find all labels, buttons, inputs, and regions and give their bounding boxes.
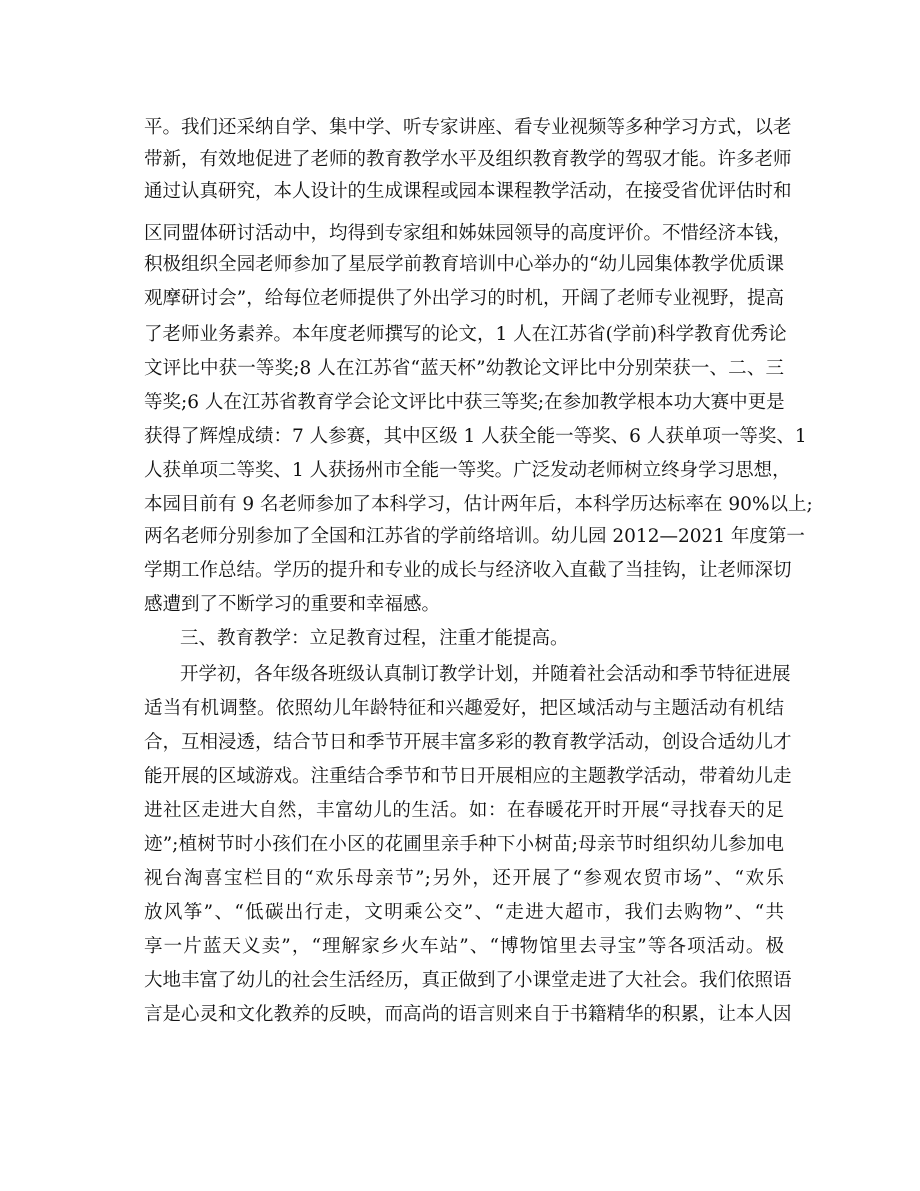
paragraph-line: 文评比中获一等奖;8 人在江苏省“蓝天杯”幼教论文评比中分别荣获一、二、三 bbox=[144, 358, 784, 379]
paragraph-line: 视台淘喜宝栏目的“欢乐母亲节”;另外，还开展了“参观农贸市场”、“欢乐 bbox=[144, 868, 784, 889]
paragraph-line: 感遭到了不断学习的重要和幸福感。 bbox=[144, 594, 441, 615]
paragraph-line: 平。我们还采纳自学、集中学、听专家讲座、看专业视频等多种学习方式，以老 bbox=[144, 117, 792, 138]
paragraph-line: 积极组织全园老师参加了星辰学前教育培训中心举办的“幼儿园集体教学优质课 bbox=[144, 254, 784, 275]
paragraph-line: 本园目前有 9 名老师参加了本科学习，估计两年后，本科学历达标率在 90%以上; bbox=[144, 494, 813, 515]
paragraph-line: 言是心灵和文化教养的反映，而高尚的语言则来自于书籍精华的积累，让本人因 bbox=[144, 1004, 792, 1025]
paragraph-line: 人获单项二等奖、1 人获扬州市全能一等奖。广泛发动老师树立终身学习思想， bbox=[144, 460, 791, 481]
paragraph-line: 学期工作总结。学历的提升和专业的成长与经济收入直截了当挂钩，让老师深切 bbox=[144, 560, 792, 581]
paragraph-line: 能开展的区域游戏。注重结合季节和节日开展相应的主题教学活动，带着幼儿走 bbox=[144, 766, 792, 787]
paragraph-line: 进社区走进大自然，丰富幼儿的生活。如：在春暖花开时开展“寻找春天的足 bbox=[144, 800, 784, 821]
paragraph-line: 适当有机调整。依照幼儿年龄特征和兴趣爱好，把区域活动与主题活动有机结 bbox=[144, 698, 784, 719]
section-heading: 三、教育教学：立足教育过程，注重才能提高。 bbox=[180, 628, 569, 649]
paragraph-line: 区同盟体研讨活动中，均得到专家组和姊妹园领导的高度评价。不惜经济本钱， bbox=[144, 223, 792, 244]
paragraph-line: 迹”;植树节时小孩们在小区的花圃里亲手种下小树苗;母亲节时组织幼儿参加电 bbox=[144, 834, 784, 855]
paragraph-line: 放风筝”、“低碳出行走，文明乘公交”、“走进大超市，我们去购物”、“共 bbox=[144, 902, 784, 923]
paragraph-line: 享一片蓝天义卖”，“理解家乡火车站”、“博物馆里去寻宝”等各项活动。极 bbox=[144, 936, 784, 957]
paragraph-line: 两名老师分别参加了全国和江苏省的学前络培训。幼儿园 2012—2021 年度第一 bbox=[144, 526, 805, 547]
paragraph-line: 带新，有效地促进了老师的教育教学水平及组织教育教学的驾驭才能。许多老师 bbox=[144, 149, 792, 170]
paragraph-line: 获得了辉煌成绩：7 人参赛，其中区级 1 人获全能一等奖、6 人获单项一等奖、1 bbox=[144, 426, 807, 447]
paragraph-line: 通过认真研究，本人设计的生成课程或园本课程教学活动，在接受省优评估时和 bbox=[144, 181, 792, 202]
paragraph-line: 大地丰富了幼儿的社会生活经历，真正做到了小课堂走进了大社会。我们依照语 bbox=[144, 970, 792, 991]
paragraph-line: 合，互相浸透，结合节日和季节开展丰富多彩的教育教学活动，创设合适幼儿才 bbox=[144, 732, 792, 753]
paragraph-line: 开学初，各年级各班级认真制订教学计划，并随着社会活动和季节特征进展 bbox=[180, 664, 791, 685]
paragraph-line: 等奖;6 人在江苏省教育学会论文评比中获三等奖;在参加教学根本功大赛中更是 bbox=[144, 392, 785, 413]
paragraph-line: 观摩研讨会”，给每位老师提供了外出学习的时机，开阔了老师专业视野，提高 bbox=[144, 288, 784, 309]
paragraph-line: 了老师业务素养。本年度老师撰写的论文，1 人在江苏省(学前)科学教育优秀论 bbox=[144, 324, 787, 345]
